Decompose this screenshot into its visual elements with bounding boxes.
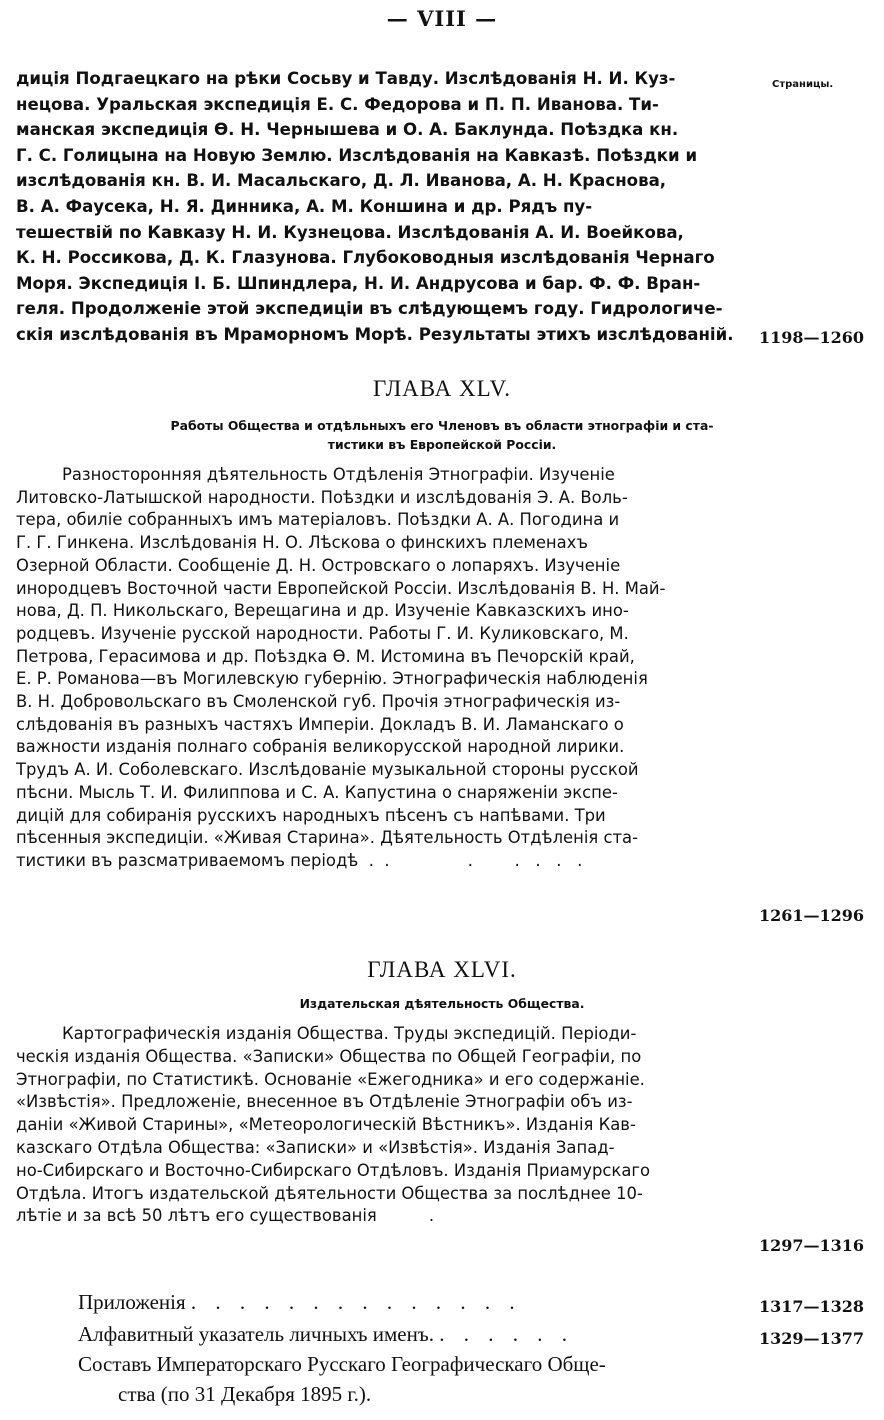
page-range: 1317—1328 bbox=[758, 1297, 864, 1316]
appendix-entry bbox=[78, 1322, 574, 1347]
text-line: К. Н. Россикова, Д. К. Глазунова. Глубоководныя изслѣдованія Чернаго bbox=[16, 248, 715, 268]
appendix-final-line: ства (по 31 Декабря 1895 г.). bbox=[118, 1382, 372, 1406]
text-line: родцевъ. Изученіе русской народности. Работы Г. И. Куликовскаго, М. bbox=[16, 623, 629, 643]
appendix-label: Приложенія bbox=[78, 1290, 186, 1314]
text-line: пѣсни. Мысль Т. И. Филиппова и С. А. Капустина о снаряженіи экспе- bbox=[16, 782, 618, 802]
page-number: — VIII — bbox=[386, 6, 498, 31]
page-range: 1261—1296 bbox=[758, 906, 864, 925]
chapter-subtitle bbox=[10, 416, 874, 454]
text-line: геля. Продолженіе этой экспедиціи въ слѣдующемъ году. Гидрологиче- bbox=[16, 299, 723, 319]
page-range: 1198—1260 bbox=[758, 328, 864, 347]
text-line: Моря. Экспедиція І. Б. Шпиндлера, Н. И. Андрусова и бар. Ф. Ф. Вран- bbox=[16, 273, 701, 293]
text-line: важности изданія полнаго собранія великорусской народной лирики. bbox=[16, 737, 625, 757]
page-range: 1297—1316 bbox=[758, 1236, 864, 1255]
leader-dots: . . . . . . bbox=[439, 1322, 574, 1346]
leader-dots: . . . . . . . . . . . . . . bbox=[190, 1290, 522, 1314]
text-line: Г. С. Голицына на Новую Землю. Изслѣдованія на Кавказѣ. Поѣздки и bbox=[16, 145, 698, 165]
text-line: Петрова, Герасимова и др. Поѣздка Ѳ. М. Истомина въ Печорскій край, bbox=[16, 646, 635, 666]
text-line: изслѣдованія кн. В. И. Масальскаго, Д. Л. Иванова, А. Н. Краснова, bbox=[16, 171, 667, 191]
chapter-title: ГЛАВА XLV. bbox=[373, 376, 511, 401]
chapter-subtitle: Издательская дѣятельность Общества. bbox=[299, 996, 585, 1011]
page-range: 1329—1377 bbox=[758, 1329, 864, 1348]
chapter45-text bbox=[16, 464, 744, 873]
text-line: манская экспедиція Ѳ. Н. Чернышева и О. А. Баклунда. Поѣздка кн. bbox=[16, 120, 679, 140]
text-line: ческія изданія Общества. «Записки» Общества по Общей Географіи, по bbox=[16, 1046, 642, 1066]
text-line: скія изслѣдованія въ Мраморномъ Морѣ. Результаты этихъ изслѣдованій. bbox=[16, 324, 734, 344]
text-line: Трудъ А. И. Соболевскаго. Изслѣдованіе музыкальной стороны русской bbox=[16, 760, 639, 780]
text-line: но-Сибирскаго и Восточно-Сибирскаго Отдѣловъ. Изданія Приамурскаго bbox=[16, 1160, 651, 1180]
text-line: Е. Р. Романова—въ Могилевскую губернію. Этнографическія наблюденія bbox=[16, 669, 648, 689]
section-top-text bbox=[16, 66, 744, 348]
text-line: лѣтіе и за всѣ 50 лѣтъ его существованія . bbox=[16, 1206, 435, 1226]
text-line: нова, Д. П. Никольскаго, Верещагина и др. Изученіе Кавказскихъ ино- bbox=[16, 601, 629, 621]
text-line: В. А. Фаусека, Н. Я. Динника, А. М. Коншина и др. Рядъ пу- bbox=[16, 196, 593, 216]
text-line: Отдѣла. Итогъ издательской дѣятельности Общества за послѣднее 10- bbox=[16, 1183, 643, 1203]
text-line: диція Подгаецкаго на рѣки Сосьву и Тавду. Изслѣдованія Н. И. Куз- bbox=[16, 69, 676, 88]
text-line: Этнографіи, по Статистикѣ. Основаніе «Ежегодника» и его содержаніе. bbox=[16, 1069, 645, 1089]
text-line: дицій для собиранія русскихъ народныхъ пѣсенъ съ напѣвами. Три bbox=[16, 805, 606, 825]
appendix-entry bbox=[78, 1290, 522, 1315]
text-line: Озерной Области. Сообщеніе Д. Н. Островскаго о лопаряхъ. Изученіе bbox=[16, 555, 621, 575]
text-line: «Извѣстія». Предложеніе, внесенное въ Отдѣленіе Этнографіи объ из- bbox=[16, 1092, 633, 1112]
text-line: слѣдованія въ разныхъ частяхъ Имперіи. Докладъ В. И. Ламанскаго о bbox=[16, 714, 624, 734]
text-line: Литовско-Латышской народности. Поѣздки и изслѣдованія Э. А. Воль- bbox=[16, 487, 628, 507]
text-line: даніи «Живой Старины», «Метеорологическій Вѣстникъ». Изданія Кав- bbox=[16, 1115, 636, 1135]
appendix-label: Алфавитный указатель личныхъ именъ. bbox=[78, 1322, 434, 1346]
text-line: инородцевъ Восточной части Европейской Россіи. Изслѣдованія В. Н. Май- bbox=[16, 578, 666, 598]
text-line: тера, обиліе собранныхъ имъ матеріаловъ. Поѣздки А. А. Погодина и bbox=[16, 510, 620, 530]
subtitle-line: тистики въ Европейской Россіи. bbox=[327, 437, 557, 452]
text-line: В. Н. Добровольскаго въ Смоленской губ. Прочія этнографическія из- bbox=[16, 692, 621, 712]
chapter-title: ГЛАВА XLVI. bbox=[367, 957, 517, 982]
text-line: Картографическія изданія Общества. Труды экспедицій. Періоди- bbox=[62, 1024, 637, 1043]
text-line: пѣсенныя экспедиціи. «Живая Старина». Дѣятельность Отдѣленія ста- bbox=[16, 828, 638, 848]
chapter46-text bbox=[16, 1023, 744, 1228]
subtitle-line: Работы Общества и отдѣльныхъ его Членовъ въ области этнографіи и ста- bbox=[170, 418, 714, 433]
text-line: Разносторонняя дѣятельность Отдѣленія Этнографіи. Изученіе bbox=[62, 465, 615, 484]
text-line: нецова. Уральская экспедиція Е. С. Федорова и П. П. Иванова. Ти- bbox=[16, 94, 659, 114]
text-line: тистики въ разсматриваемомъ періодѣ . . . . . . . bbox=[16, 850, 583, 870]
pages-column-label: Страницы. bbox=[772, 79, 834, 90]
text-line: тешествій по Кавказу Н. И. Кузнецова. Изслѣдованія А. И. Воейкова, bbox=[16, 222, 684, 242]
text-line: Г. Г. Гинкена. Изслѣдованія Н. О. Лѣскова о финскихъ племенахъ bbox=[16, 533, 588, 553]
appendix-final-line: Составъ Императорскаго Русскаго Географическаго Обще- bbox=[78, 1352, 606, 1376]
text-line: казскаго Отдѣла Общества: «Записки» и «Извѣстія». Изданія Запад- bbox=[16, 1137, 615, 1157]
